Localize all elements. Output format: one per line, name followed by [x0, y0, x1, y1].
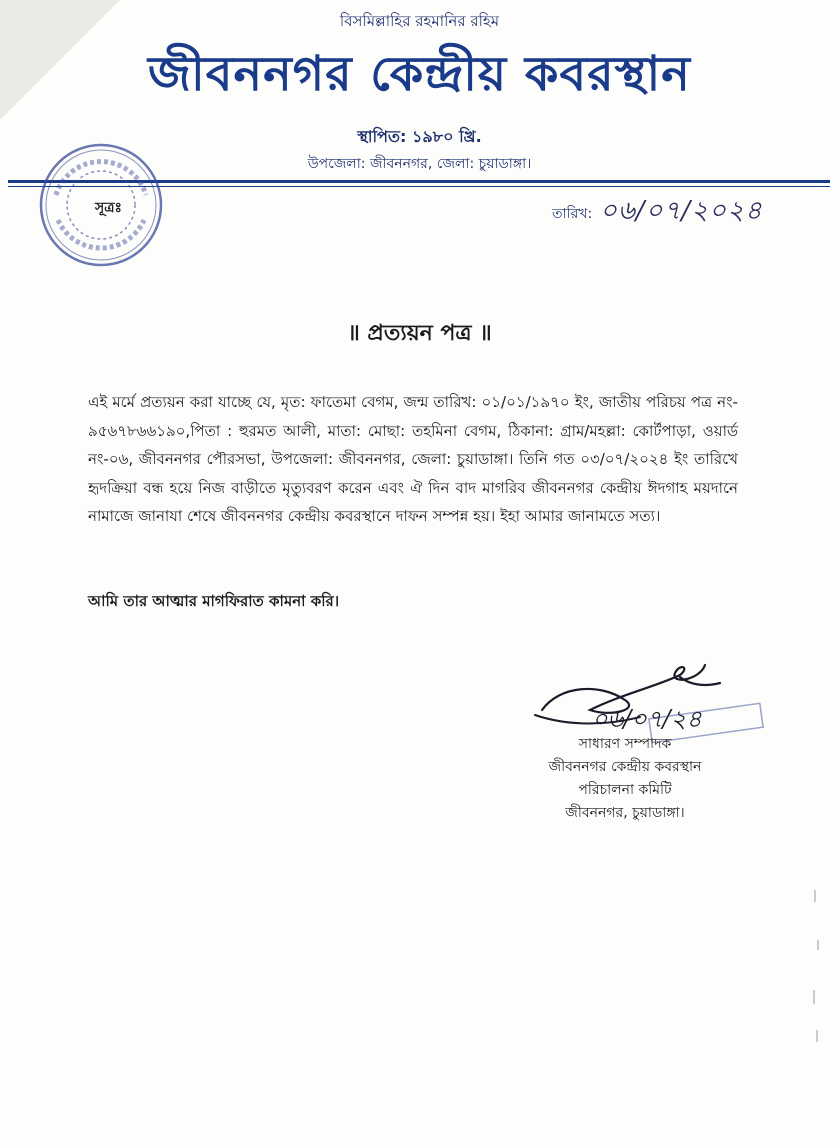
letterhead-address: উপজেলা: জীবননগর, জেলা: চুয়াডাঙ্গা। — [307, 156, 532, 172]
date-value: ০৬/০৭/২০২৪ — [600, 196, 763, 226]
handwritten-date: ০৬/০৭/২৪ — [592, 705, 702, 733]
signatory-location: জীবননগর, চুয়াডাঙ্গা। — [565, 805, 685, 821]
scan-edge-marks — [800, 880, 830, 1060]
signatory-designation: সাধারণ সম্পাদক — [578, 736, 672, 752]
date-label: তারিখ: — [552, 206, 593, 222]
prayer-line: আমি তার আত্মার মাগফিরাত কামনা করি। — [88, 592, 340, 610]
signatory-committee: পরিচালনা কমিটি — [578, 782, 672, 798]
certificate-body: এই মর্মে প্রত্যয়ন করা যাচ্ছে যে, মৃত: ফাতেমা বেগম, জন্ম তারিখ: ০১/০১/১৯৭০ ইং, জাতীয় পরিচয় পত্র নং- ৯৫৬৭৮৬৬১৯০,পিতা : হুরমত আলী, মাতা: মোছা: তহমিনা বেগম, ঠিকানা: গ্রাম/মহল্লা: কোর্টপাড়া, ওয়ার্ড নং-০৬, জীবননগর পৌরসভা, উপজেলা: জীবননগর, জেলা: চুয়াডাঙ্গা। তিনি গত ০৩/০৭/২০২৪ ইং তারিখে হৃদক্রিয়া বন্ধ হয়ে নিজ বাড়ীতে মৃত্যুবরণ করেন এবং ঐ দিন বাদ মাগরিব জীবননগর কেন্দ্রীয় ঈদগাহ ময়দানে নামাজে জানাযা শেষে জীবননগর কেন্দ্রীয় কবরস্থানে দাফন সম্পন্ন হয়। ইহা আমার জানামতে সত্য। — [88, 393, 738, 525]
signature-mark — [530, 655, 780, 745]
document-heading: ॥ প্রত্যয়ন পত্র ॥ — [347, 321, 492, 346]
established-year: স্থাপিত: ১৯৮০ খ্রি. — [357, 127, 482, 146]
signatory-organization: জীবননগর কেন্দ্রীয় কবরস্থান — [548, 759, 702, 775]
reference-label: সূত্রঃ — [95, 200, 122, 216]
signatory-block — [520, 733, 730, 825]
letterhead-title: জীবননগর কেন্দ্রীয় কবরস্থান — [148, 46, 691, 102]
bismillah-line: বিসমিল্লাহির রহমানির রহিম — [339, 12, 500, 30]
